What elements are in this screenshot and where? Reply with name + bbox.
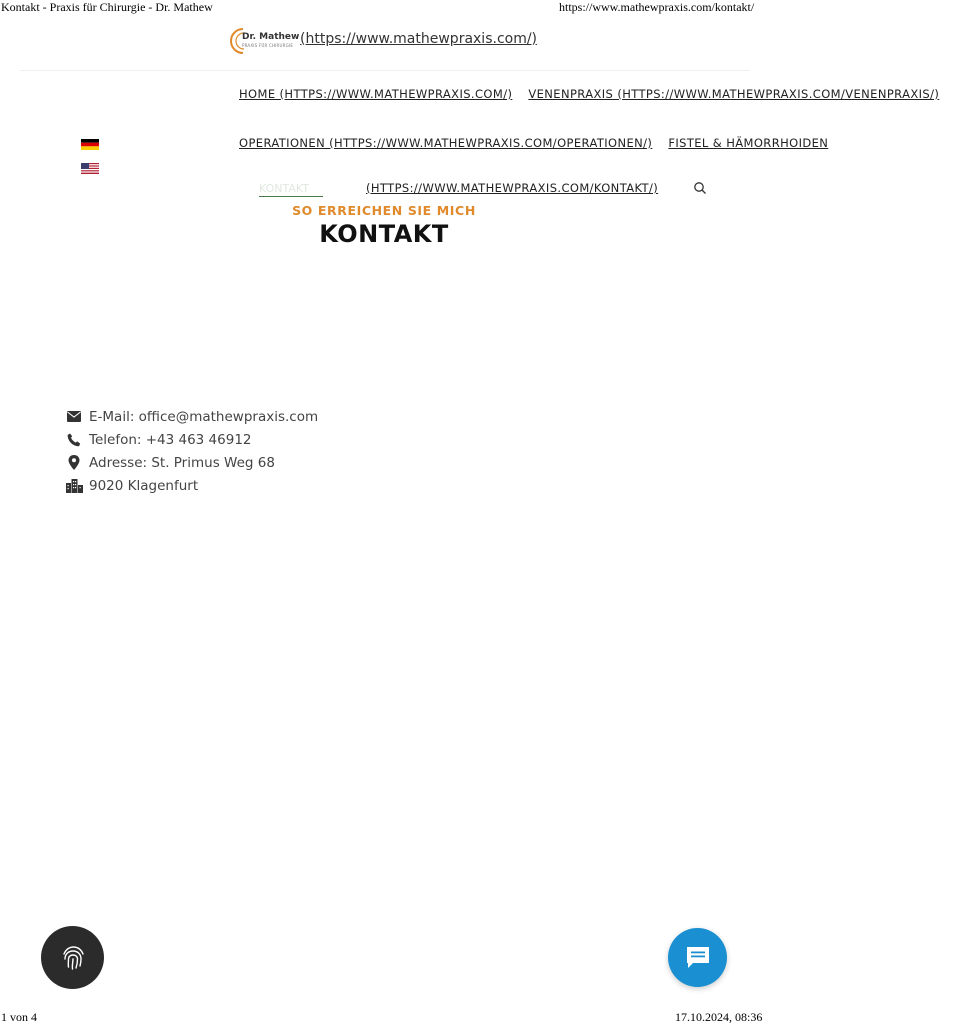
- city-icon: [66, 478, 82, 494]
- nav-row-2: [239, 132, 829, 150]
- nav-item-home[interactable]: HOME (HTTPS://WWW.MATHEWPRAXIS.COM/): [239, 87, 513, 101]
- print-url: https://www.mathewpraxis.com/kontakt/: [559, 0, 755, 14]
- fingerprint-icon: [58, 943, 88, 973]
- page-title: KONTAKT: [319, 220, 449, 248]
- contact-address-text: Adresse: St. Primus Weg 68: [89, 454, 275, 471]
- contact-email-text[interactable]: E-Mail: office@mathewpraxis.com: [89, 408, 319, 425]
- header-divider: [20, 70, 750, 71]
- nav-item-fistel[interactable]: FISTEL & HÄMORRHOIDEN: [668, 136, 829, 150]
- chat-icon: [685, 945, 711, 971]
- nav-item-operationen[interactable]: OPERATIONEN (HTTPS://WWW.MATHEWPRAXIS.COM/OPERATIONEN/): [239, 136, 653, 150]
- print-page-number: 1 von 4: [1, 1010, 37, 1024]
- print-title: Kontakt - Praxis für Chirurgie - Dr. Mathew: [1, 0, 213, 14]
- search-icon[interactable]: [693, 181, 707, 195]
- nav-item-venenpraxis[interactable]: VENENPRAXIS (HTTPS://WWW.MATHEWPRAXIS.COM/VENENPRAXIS/): [528, 87, 940, 101]
- nav-item-kontakt[interactable]: (HTTPS://WWW.MATHEWPRAXIS.COM/KONTAKT/): [366, 181, 659, 195]
- contact-address: [66, 451, 318, 474]
- contact-list: [66, 405, 318, 497]
- contact-phone: [66, 428, 318, 451]
- nav-item-kontakt-faded[interactable]: KONTAKT: [259, 182, 323, 197]
- logo-url-link[interactable]: (https://www.mathewpraxis.com/): [300, 31, 538, 47]
- envelope-icon: [66, 409, 82, 425]
- print-header: [0, 0, 768, 14]
- contact-email: [66, 405, 318, 428]
- print-footer: [0, 1010, 768, 1024]
- contact-phone-text[interactable]: Telefon: +43 463 46912: [89, 431, 252, 448]
- nav-row-1: [239, 83, 940, 101]
- contact-city: [66, 474, 318, 497]
- german-flag-icon[interactable]: [81, 139, 99, 150]
- fingerprint-button[interactable]: [41, 926, 104, 989]
- chat-button[interactable]: [668, 928, 727, 987]
- contact-city-text: 9020 Klagenfurt: [89, 477, 199, 494]
- phone-icon: [66, 432, 82, 448]
- site-logo[interactable]: [231, 27, 301, 55]
- print-date: 17.10.2024, 08:36: [675, 1010, 763, 1024]
- map-pin-icon: [66, 455, 82, 471]
- logo-subtitle: PRAXIS FÜR CHIRURGIE: [242, 43, 294, 48]
- logo-brand: Dr. Mathew: [242, 32, 300, 42]
- section-kicker: SO ERREICHEN SIE MICH: [292, 203, 476, 218]
- us-flag-icon[interactable]: [81, 163, 99, 174]
